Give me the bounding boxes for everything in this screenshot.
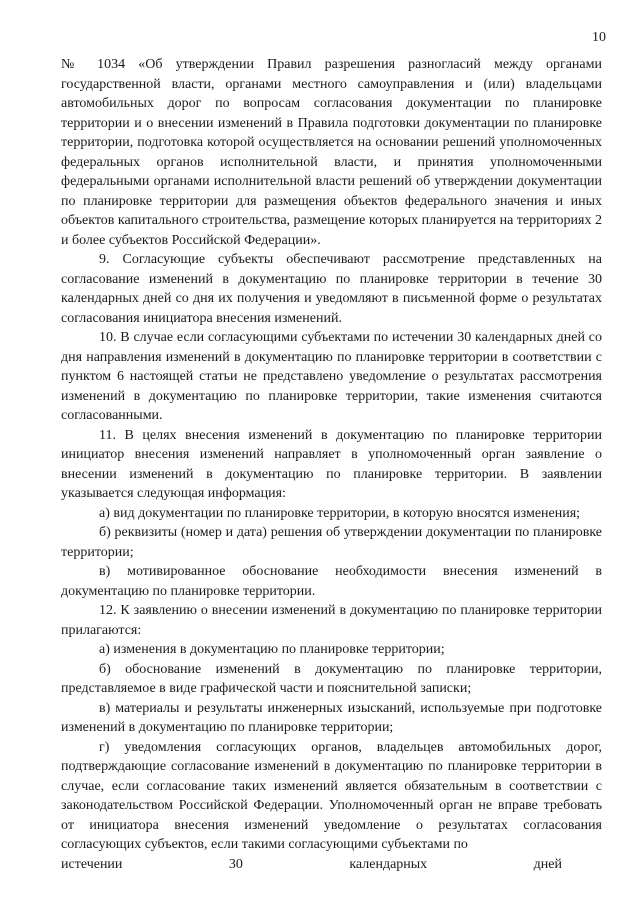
paragraph-11: 11. В целях внесения изменений в документацию по планировке территории инициатор внесения изменений направляет в уполномоченный орган заявление о внесении изменений в документацию по планировке территории. В заявлении указывается следующая информация: xyxy=(61,427,602,501)
paragraph-12-b: б) обоснование изменений в документацию по планировке территории, представляемое в виде графической части и пояснительной записки; xyxy=(61,661,602,696)
paragraph-12: 12. К заявлению о внесении изменений в документацию по планировке территории прилагаются: xyxy=(61,603,602,638)
paragraph-10: 10. В случае если согласующими субъектами по истечении 30 календарных дней со дня направления изменений в документацию по планировке территории в соответствии с пунктом 6 настоящей статьи не представлено уведомление о результатах рассмотрения изменений в документацию по планировке территории, такие изменения считаются согласованными. xyxy=(61,330,602,423)
paragraph-12-a: а) изменения в документацию по планировке территории; xyxy=(99,642,445,657)
last-word: дней xyxy=(533,856,562,872)
paragraph-11-b: б) реквизиты (номер и дата) решения об утверждении документации по планировке территории; xyxy=(61,525,602,560)
paragraph-11-a: а) вид документации по планировке территории, в которую вносятся изменения; xyxy=(99,505,581,521)
last-word: истечении xyxy=(61,856,123,872)
paragraph-9: 9. Согласующие субъекты обеспечивают рассмотрение представленных на согласование изменений в документацию по планировке территории в течение 30 календарных дней со дня их получения и уведомляют в письменной форме о результатах согласования инициатора внесения изменений. xyxy=(61,252,602,326)
page-number: 10 xyxy=(592,30,606,45)
document-body xyxy=(61,55,602,874)
last-word: календарных xyxy=(349,856,428,872)
paragraph-continuation: № 1034 «Об утверждении Правил разрешения разногласий между органами государственной власти, органами местного самоуправления и (или) владельцами автомобильных дорог по вопросам согласования документации по планировке территории и о внесении изменений в Правила подготовки документации по планировке территории, подготовка которой осуществляется на основании решений уполномоченных федеральных органов исполнительной власти, и принятия уполномоченными федеральными органами исполнительной власти решений об утверждении документации по планировке территории для размещения объектов федерального значения и иных объектов капитального строительства, размещение которых планируется на территориях 2 и более субъектов Российской Федерации». xyxy=(61,57,602,248)
paragraph-12-d-last-line xyxy=(61,855,602,875)
paragraph-11-c: в) мотивированное обоснование необходимости внесения изменений в документацию по планировке территории. xyxy=(61,564,602,599)
paragraph-12-d: г) уведомления согласующих органов, владельцев автомобильных дорог, подтверждающие согласование изменений в документацию по планировке территории в случае, если согласование таких изменений является обязательным в соответствии с законодательством Российской Федерации. Уполномоченный орган не вправе требовать от инициатора внесения изменений уведомление о результатах согласования согласующих субъектов, если такими согласующими субъектами по xyxy=(61,739,602,852)
last-word: 30 xyxy=(228,856,243,872)
paragraph-12-c: в) материалы и результаты инженерных изысканий, используемые при подготовке изменений в документацию по планировке территории; xyxy=(61,700,602,735)
